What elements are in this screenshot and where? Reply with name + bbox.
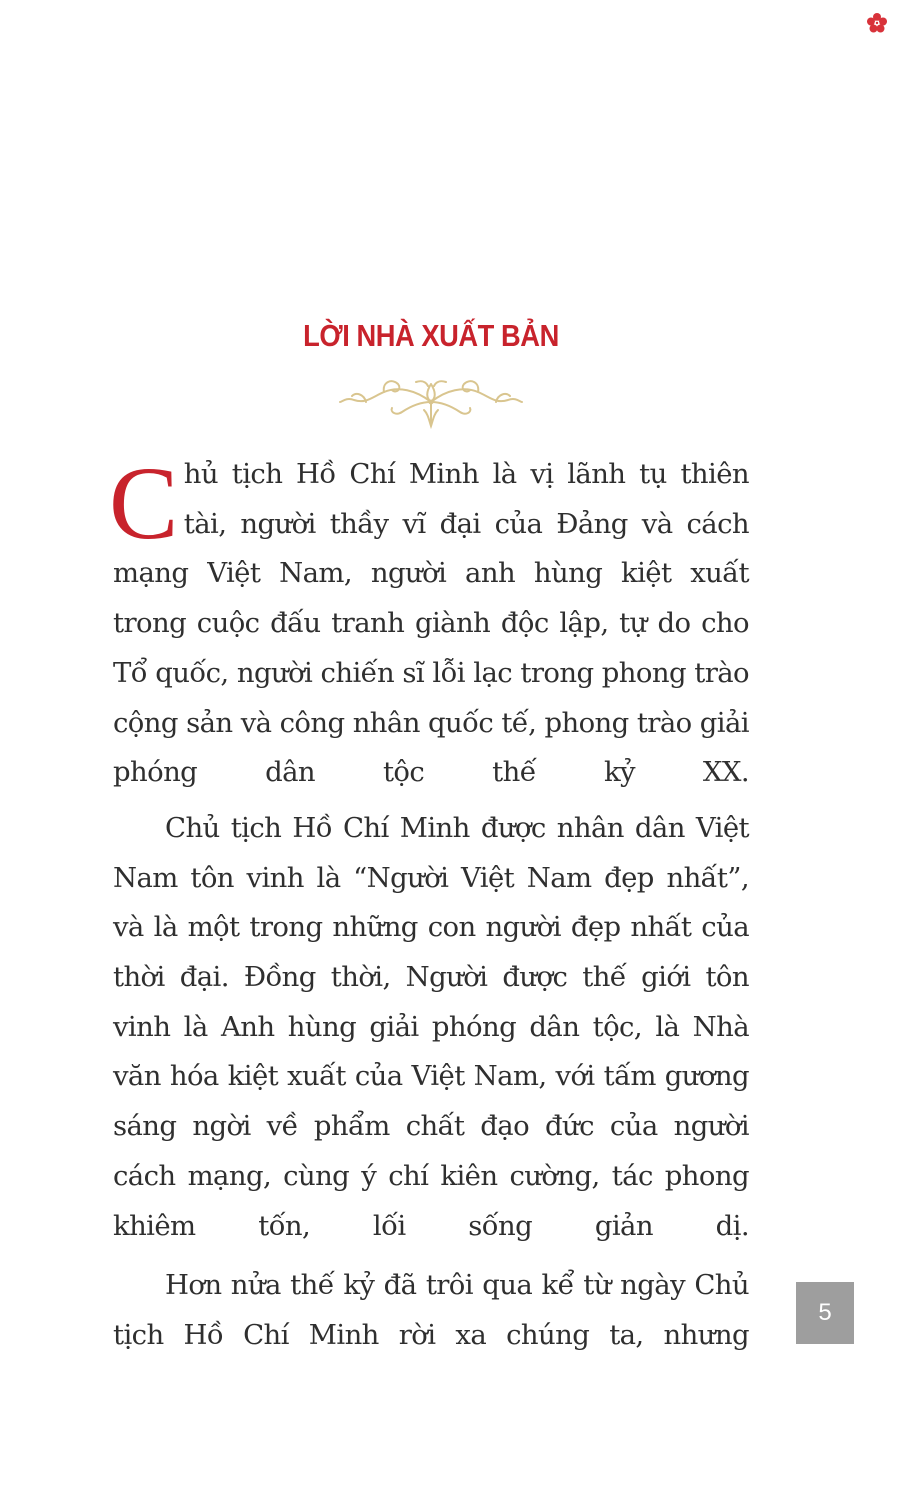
body-text [109,446,749,1361]
paragraph: Chủ tịch Hồ Chí Minh được nhân dân Việt Nam tôn vinh là “Người Việt Nam đẹp nhất”, và là một trong những con người đẹp nhất của thời đại. Đồng thời, Người được thế giới tôn vinh là Anh hùng giải phóng dân tộc, là Nhà văn hóa kiệt xuất của Việt Nam, với tấm gương sáng ngời về phẩm chất đạo đức của người cách mạng, cùng ý chí kiên cường, tác phong khiêm tốn, lối sống giản dị. [113,811,749,1242]
paragraph [109,446,749,798]
flower-icon [866,12,888,34]
paragraph: Hơn nửa thế kỷ đã trôi qua kể từ ngày Chủ tịch Hồ Chí Minh rời xa chúng ta, nhưng [113,1269,749,1351]
ornament-icon [336,372,526,430]
drop-cap: C [109,446,178,561]
page-title: LỜI NHÀ XUẤT BẢN [303,318,559,353]
paragraph-text: hủ tịch Hồ Chí Minh là vị lãnh tụ thiên tài, người thầy vĩ đại của Đảng và cách mạng Việt Nam, người anh hùng kiệt xuất trong cuộc đấu tranh giành độc lập, tự do cho Tổ quốc, người chiến sĩ lỗi lạc trong phong trào cộng sản và công nhân quốc tế, phong trào giải phóng dân tộc thế kỷ XX. [113,458,749,789]
page-number: 5 [796,1282,854,1344]
